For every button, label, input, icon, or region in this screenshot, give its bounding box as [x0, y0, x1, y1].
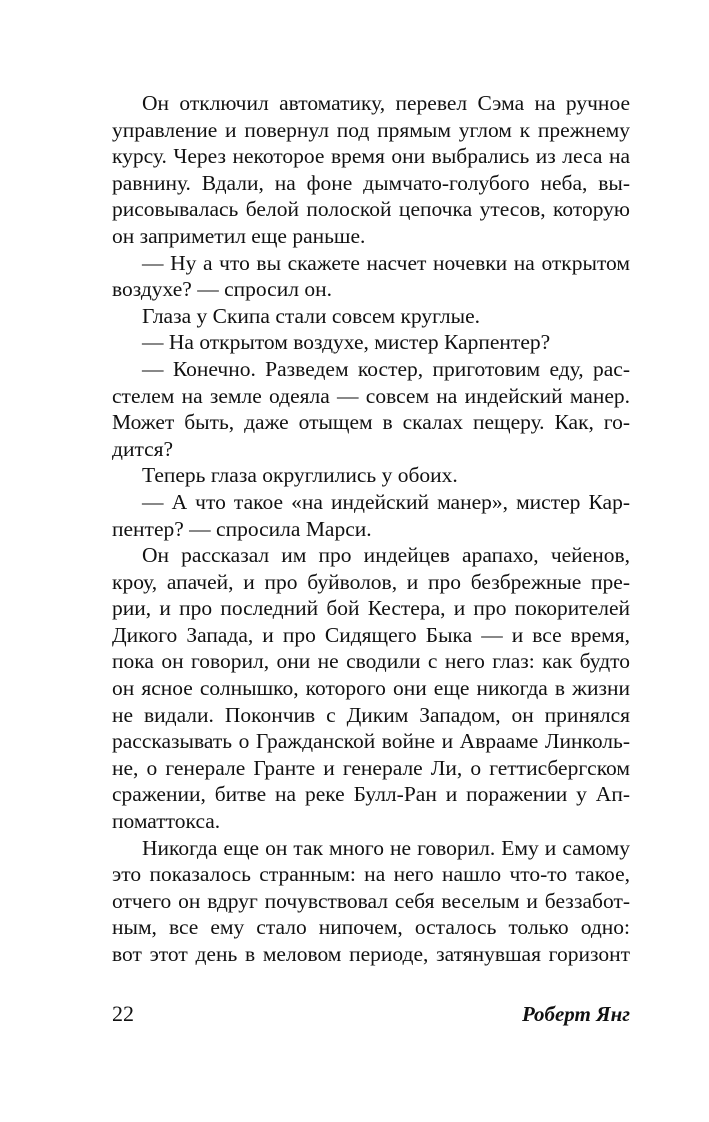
text-line: пентер? — спросила Марси.: [112, 516, 372, 541]
text-line: Может быть, даже отыщем в скалах пещеру. Как, го-: [112, 410, 630, 435]
page-body: [112, 90, 630, 968]
text-line: рассказывать о Гражданской войне и Аврааме Линколь-: [112, 729, 630, 754]
text-line: Он отключил автоматику, перевел Сэма на ручное: [142, 91, 630, 115]
page-number: 22: [112, 1001, 134, 1026]
text-line: стелем на земле одеяла — совсем на индейский манер.: [112, 383, 630, 408]
text-line: Он рассказал им про индейцев арапахо, чейенов,: [142, 543, 630, 568]
text-line: курсу. Через некоторое время они выбрались из леса на: [112, 144, 630, 169]
text-line: Теперь глаза округлились у обоих.: [142, 463, 458, 488]
text-line: кроу, апачей, и про буйволов, и про безбрежные пре-: [112, 569, 630, 594]
text-line: дится?: [112, 436, 174, 461]
running-title: Роберт Янг: [521, 1002, 630, 1026]
text-line: пока он говорил, они не сводили с него глаз: как будто: [112, 649, 630, 674]
text-line: рисовывалась белой полоской цепочка утесов, которую: [112, 197, 630, 222]
text-line: он ясное солнышко, которого они еще никогда в жизни: [112, 676, 630, 701]
text-line: — Ну а что вы скажете насчет ночевки на открытом: [142, 250, 630, 275]
text-line: он заприметил еще раньше.: [112, 223, 366, 248]
text-line: не видали. Покончив с Диким Западом, он принялся: [112, 702, 630, 727]
text-line: — Конечно. Разведем костер, приготовим еду, рас-: [142, 356, 630, 381]
text-line: Никогда еще он так много не говорил. Ему и самому: [142, 835, 630, 860]
text-line: Дикого Запада, и про Сидящего Быка — и все время,: [112, 622, 630, 647]
text-line: вот этот день в меловом периоде, затянувшая горизонт: [112, 942, 630, 966]
text-line: управление и повернул под прямым углом к прежнему: [112, 117, 630, 142]
text-line: Глаза у Скипа стали совсем круглые.: [142, 303, 481, 328]
text-line: равнину. Вдали, на фоне дымчато-голубого неба, вы-: [112, 170, 630, 195]
text-line: отчего он вдруг почувствовал себя веселым и беззабот-: [112, 888, 630, 913]
text-line: рии, и про последний бой Кестера, и про покорителей: [112, 596, 630, 621]
text-line: — На открытом воздухе, мистер Карпентер?: [142, 330, 551, 355]
text-line: воздухе? — спросил он.: [112, 277, 332, 302]
text-line: поматтокса.: [112, 809, 221, 834]
text-line: — А что такое «на индейский манер», мистер Кар-: [142, 489, 630, 514]
page-footer: [112, 1000, 630, 1030]
text-line: не, о генерале Гранте и генерале Ли, о геттисбергском: [112, 755, 630, 780]
text-line: ным, все ему стало нипочем, осталось только одно:: [112, 915, 630, 940]
text-line: это показалось странным: на него нашло что-то такое,: [112, 862, 630, 887]
text-line: сражении, битве на реке Булл-Ран и поражении у Ап-: [112, 782, 630, 807]
